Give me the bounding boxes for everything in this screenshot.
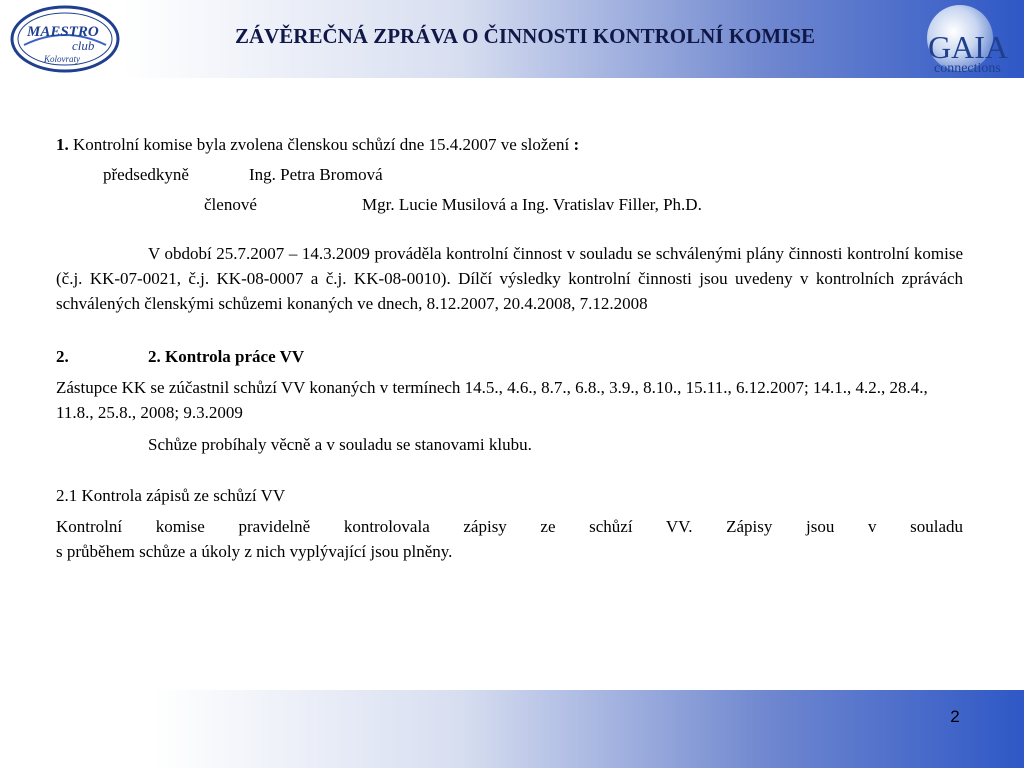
gaia-connections-logo bbox=[926, 2, 1022, 76]
chair-name: Ing. Petra Bromová bbox=[249, 165, 383, 184]
chair-row bbox=[56, 162, 963, 187]
section-2-heading: 2. Kontrola práce VV bbox=[148, 347, 305, 366]
section-1-intro bbox=[56, 132, 963, 157]
section-1-intro-text: Kontrolní komise byla zvolena členskou schůzí dne 15.4.2007 ve složení bbox=[73, 135, 570, 154]
footer-band bbox=[0, 690, 1024, 768]
section-2-1-paragraph-line-2: s průběhem schůze a úkoly z nich vyplývající jsou plněny. bbox=[56, 542, 453, 561]
section-2-1-heading: 2.1 Kontrola zápisů ze schůzí VV bbox=[56, 486, 286, 505]
svg-text:Kolovraty: Kolovraty bbox=[44, 54, 80, 64]
report-body bbox=[56, 132, 963, 564]
svg-text:MAESTRO: MAESTRO bbox=[27, 24, 99, 40]
section-2-heading-row bbox=[56, 344, 963, 369]
section-2-meetings-note: Schůze probíhaly věcně a v souladu se stanovami klubu. bbox=[148, 435, 532, 454]
maestro-club-logo bbox=[10, 5, 120, 73]
members-names: Mgr. Lucie Musilová a Ing. Vratislav Filler, Ph.D. bbox=[362, 195, 702, 214]
section-1-paragraph: V období 25.7.2007 – 14.3.2009 prováděla kontrolní činnost v souladu se schválenými plány činnosti kontrolní komise (č.j. KK-07-0021, č.j. KK-08-0007 a č.j. KK-08-0010). Dílčí výsledky kontrolní činnosti jsou uvedeny v kontrolních zprávách schválených členskými schůzemi konaných ve dnech, 8.12.2007, 20.4.2008, 7.12.2008 bbox=[56, 244, 963, 313]
section-1-colon: : bbox=[573, 135, 580, 154]
members-label: členové bbox=[204, 195, 257, 214]
section-2-1-paragraph-line-1: Kontrolní komise pravidelně kontrolovala zápisy ze schůzí VV. Zápisy jsou v souladu bbox=[56, 517, 963, 536]
svg-text:connections: connections bbox=[934, 61, 1001, 76]
section-2-number: 2. bbox=[56, 347, 69, 366]
page-number: 2 bbox=[950, 707, 960, 726]
members-row bbox=[56, 192, 963, 217]
page-title: ZÁVĚREČNÁ ZPRÁVA O ČINNOSTI KONTROLNÍ KOMISE bbox=[234, 24, 816, 48]
svg-text:GAIA: GAIA bbox=[928, 29, 1008, 65]
section-2-attendance: Zástupce KK se zúčastnil schůzí VV konaných v termínech 14.5., 4.6., 8.7., 6.8., 3.9., 8.10., 15.11., 6.12.2007; 14.1., 4.2., 28.4., 11.8., 25.8., 2008; 9.3.2009 bbox=[56, 378, 928, 422]
chair-label: předsedkyně bbox=[103, 165, 189, 184]
svg-text:club: club bbox=[72, 38, 95, 53]
section-1-number: 1. bbox=[56, 135, 69, 154]
